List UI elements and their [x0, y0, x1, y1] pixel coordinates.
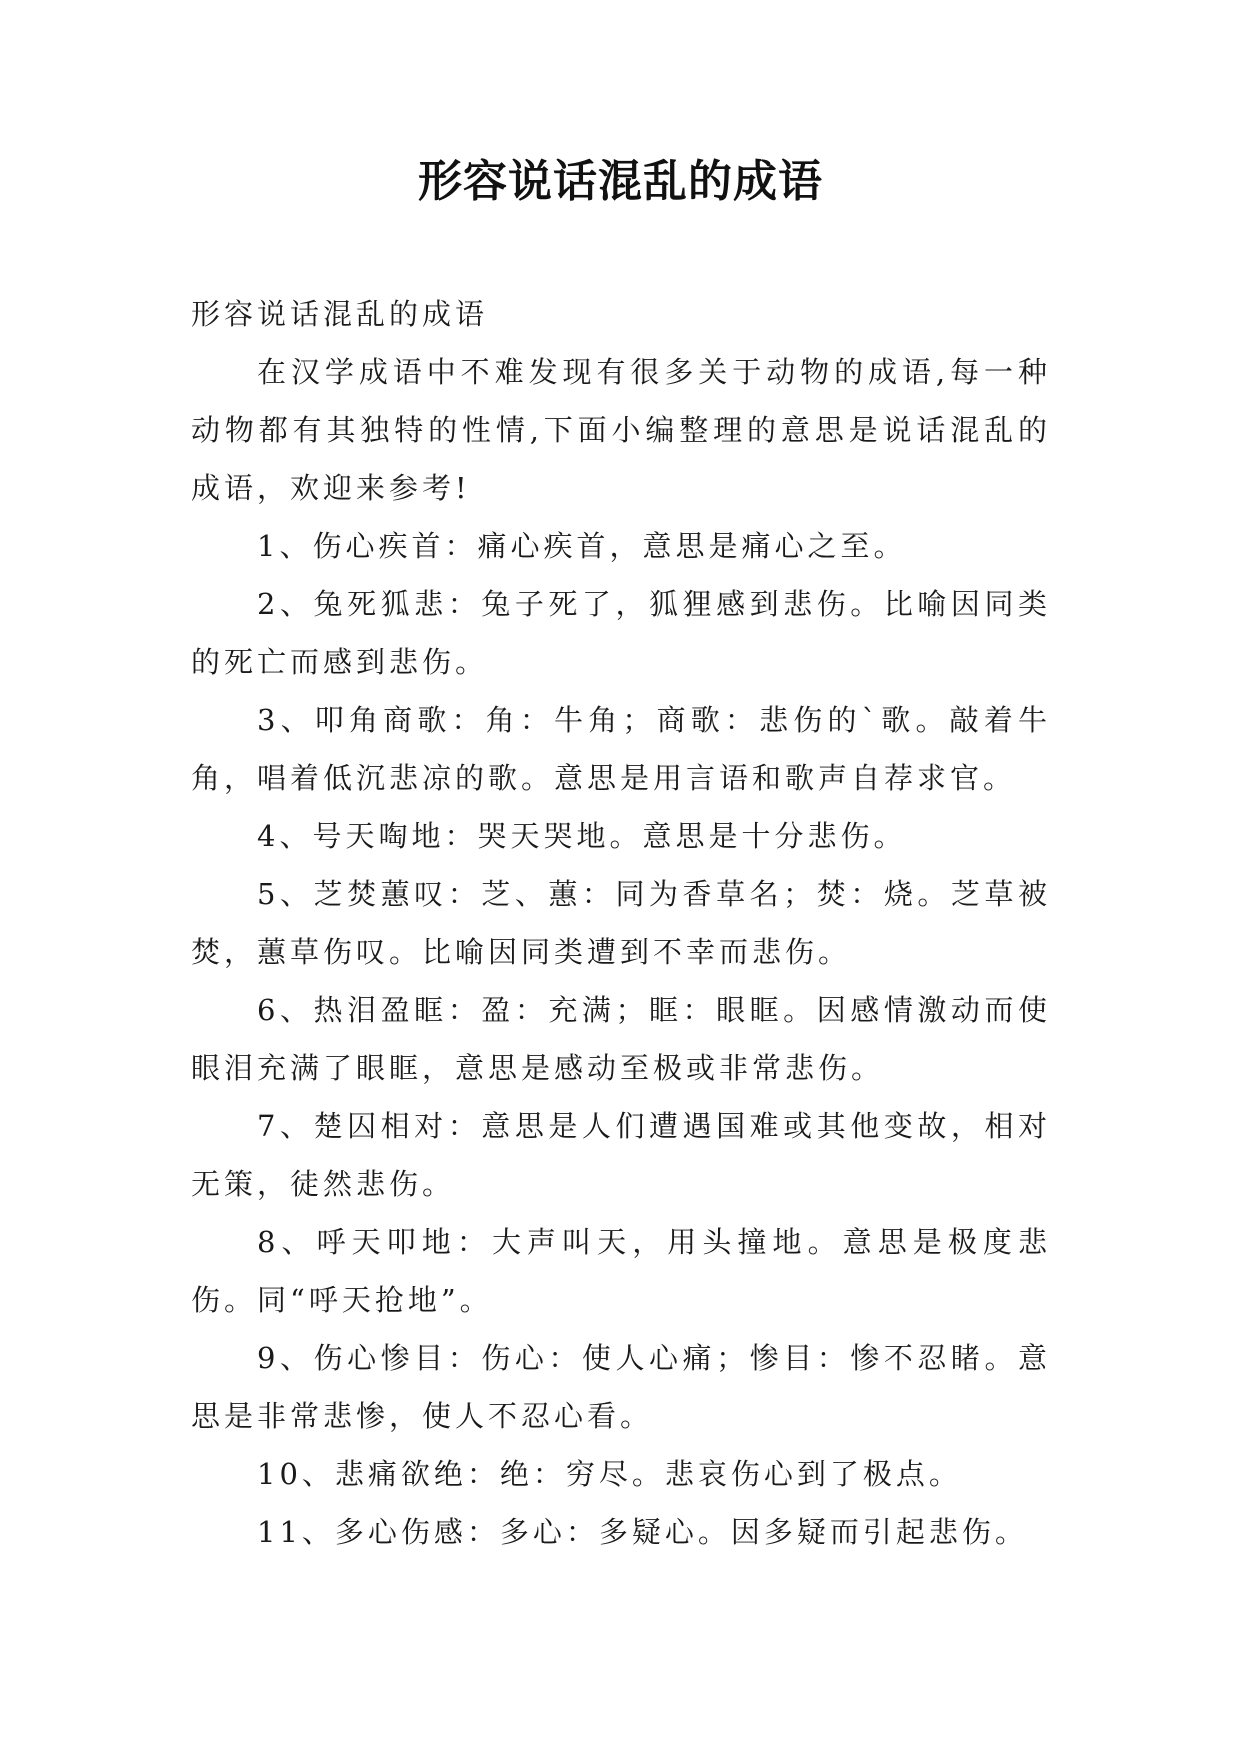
idiom-item-5: 5、芝焚蕙叹：芝、蕙：同为香草名；焚：烧。芝草被焚，蕙草伤叹。比喻因同类遭到不幸而悲伤。: [191, 877, 1051, 969]
idiom-item-11: 11、多心伤感：多心：多疑心。因多疑而引起悲伤。: [257, 1515, 1028, 1549]
document-body: [191, 285, 1051, 1561]
idiom-item-2: 2、兔死狐悲：兔子死了，狐狸感到悲伤。比喻因同类的死亡而感到悲伤。: [191, 587, 1051, 679]
subtitle: 形容说话混乱的成语: [191, 297, 489, 331]
idiom-item-6: 6、热泪盈眶：盈：充满；眶：眼眶。因感情激动而使眼泪充满了眼眶，意思是感动至极或非常悲伤。: [191, 993, 1051, 1085]
idiom-item-10: 10、悲痛欲绝：绝：穷尽。悲哀伤心到了极点。: [257, 1457, 962, 1491]
idiom-item-4: 4、号天啕地：哭天哭地。意思是十分悲伤。: [257, 819, 907, 853]
idiom-item-1: 1、伤心疾首：痛心疾首，意思是痛心之至。: [257, 529, 907, 563]
intro-paragraph: 在汉学成语中不难发现有很多关于动物的成语,每一种动物都有其独特的性情,下面小编整理的意思是说话混乱的成语，欢迎来参考!: [191, 355, 1051, 505]
page-title: 形容说话混乱的成语: [418, 156, 823, 207]
idiom-item-3: 3、叩角商歌：角：牛角；商歌：悲伤的`歌。敲着牛角，唱着低沉悲凉的歌。意思是用言语和歌声自荐求官。: [191, 703, 1051, 795]
idiom-item-9: 9、伤心惨目：伤心：使人心痛；惨目：惨不忍睹。意思是非常悲惨，使人不忍心看。: [191, 1341, 1051, 1433]
idiom-item-7: 7、楚囚相对：意思是人们遭遇国难或其他变故，相对无策，徒然悲伤。: [191, 1109, 1051, 1201]
idiom-item-8: 8、呼天叩地：大声叫天，用头撞地。意思是极度悲伤。同“呼天抢地”。: [191, 1225, 1051, 1317]
